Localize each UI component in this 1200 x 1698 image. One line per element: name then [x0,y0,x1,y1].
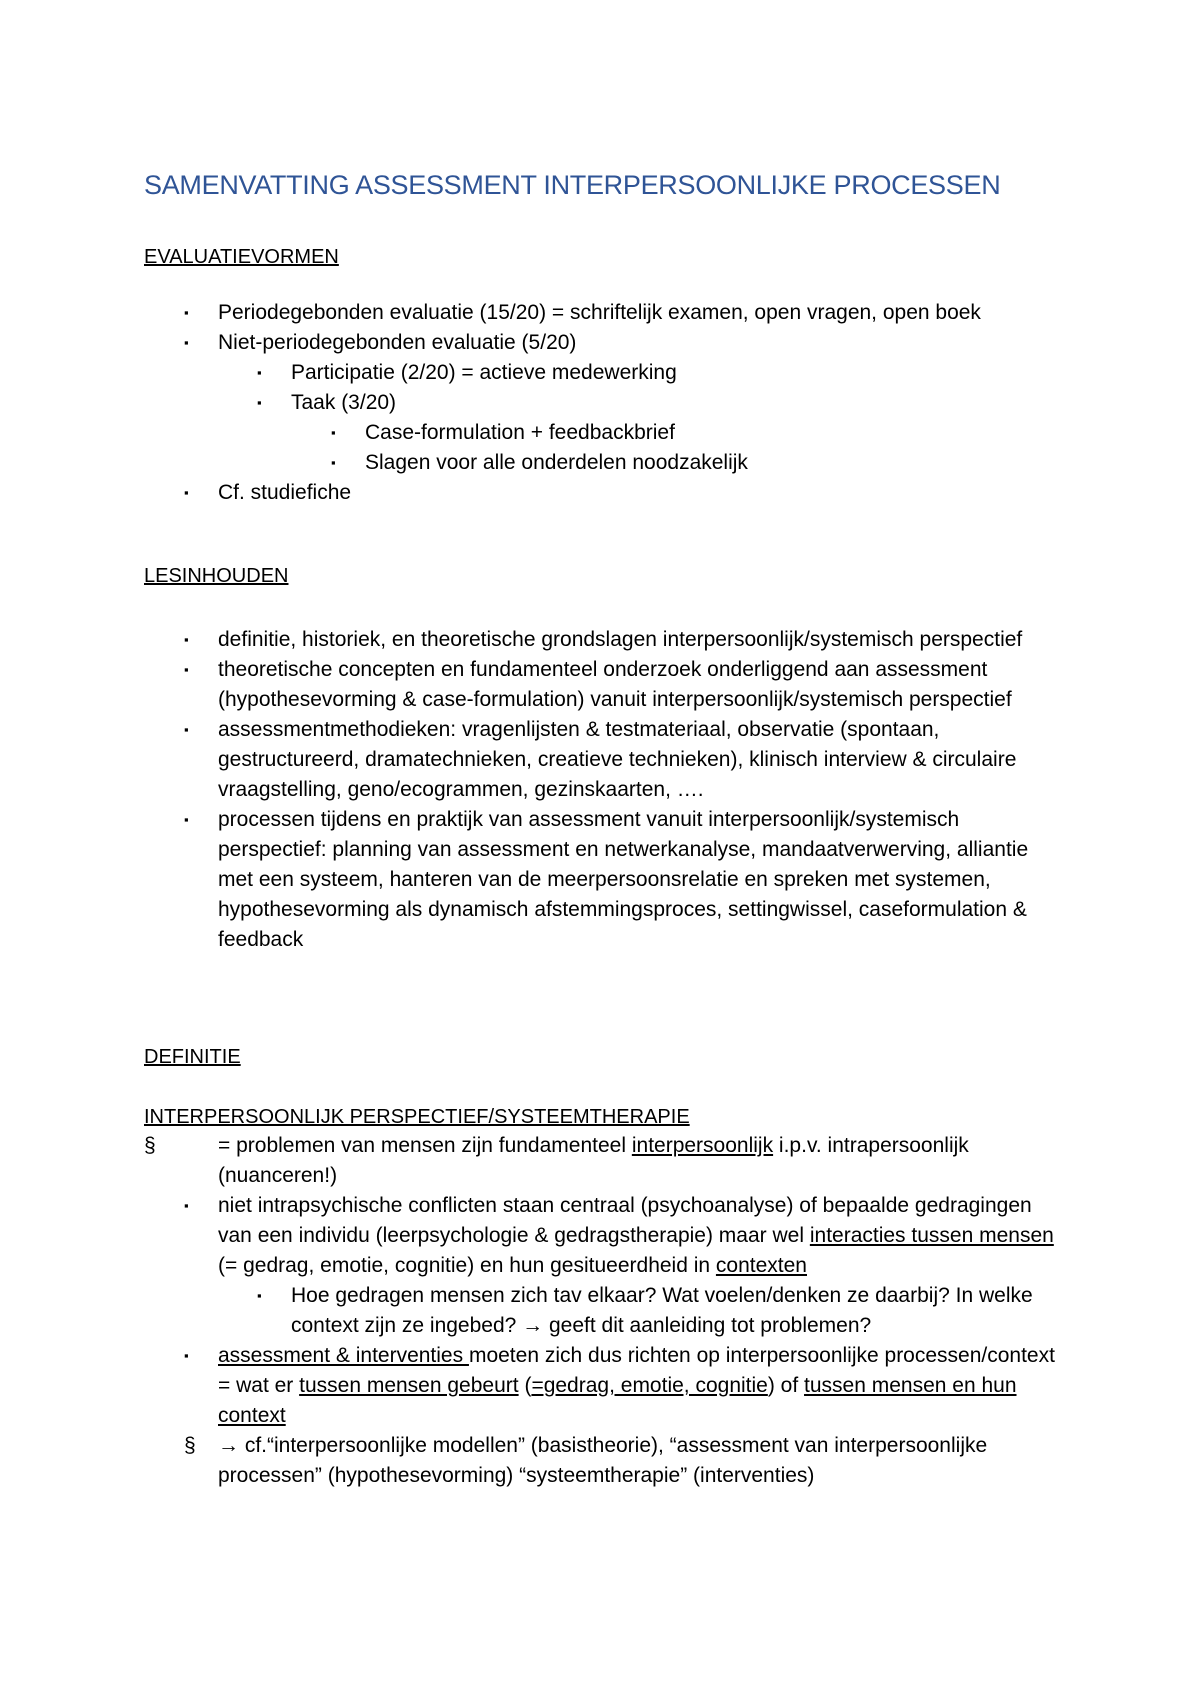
heading-evaluatievormen: EVALUATIEVORMEN [144,246,339,268]
evaluatie-list-block [144,298,1064,508]
heading-definitie: DEFINITIE [144,1046,241,1068]
list-item: ▪ definitie, historiek, en theoretische grondslagen interpersoonlijk/systemisch perspectief [144,625,1064,655]
definitie-list [144,1191,1064,1431]
lesinhouden-list [144,625,1064,955]
bullet-icon: ▪ [257,1288,262,1303]
section-icon: § [184,1434,196,1457]
list-item: ▪ Slagen voor alle onderdelen noodzakelijk [144,448,1064,478]
list-item: ▪ Niet-periodegebonden evaluatie (5/20) [144,328,1064,358]
list-item: ▪ niet intrapsychische conflicten staan centraal (psychoanalyse) of bepaalde gedragingen van een individu (leerpsychologie & gedragstherapie) maar wel interacties tussen mensen (= gedrag, emotie, cognitie) en hun gesitueerdheid in contexten [144,1191,1064,1281]
bullet-icon: ▪ [257,365,262,380]
bullet-icon: ▪ [257,395,262,410]
list-item: ▪ Periodegebonden evaluatie (15/20) = schriftelijk examen, open vragen, open boek [144,298,1064,328]
section-icon: § [144,1134,156,1157]
heading-lesinhouden: LESINHOUDEN [144,565,289,587]
list-item: ▪ assessmentmethodieken: vragenlijsten & testmateriaal, observatie (spontaan, gestructureerd, dramatechnieken, creatieve technieken), klinisch interview & circulaire vraagstelling, geno/ecogrammen, gezinskaarten, …. [144,715,1064,805]
evaluatie-list [144,298,1064,508]
bullet-icon: ▪ [331,425,336,440]
bullet-icon: ▪ [184,1348,189,1363]
list-item: ▪ Cf. studiefiche [144,478,1064,508]
definitie-block [144,1131,1064,1491]
definitie-note: § → cf.“interpersoonlijke modellen” (basistheorie), “assessment van interpersoonlijke processen” (hypothesevorming) “systeemtherapie” (interventies) [144,1431,1064,1491]
bullet-icon: ▪ [184,335,189,350]
lesinhouden-list-block [144,625,1064,955]
list-item: ▪ processen tijdens en praktijk van assessment vanuit interpersoonlijk/systemisch perspectief: planning van assessment en netwerkanalyse, mandaatverwerving, alliantie met een systeem, hanteren van de meerpersoonsrelatie en spreken met systemen, hypothesevorming als dynamisch afstemmingsproces, settingwissel, caseformulation & feedback [144,805,1064,955]
bullet-icon: ▪ [331,455,336,470]
bullet-icon: ▪ [184,305,189,320]
list-item: ▪ Taak (3/20) [144,388,1064,418]
list-item: ▪ theoretische concepten en fundamenteel onderzoek onderliggend aan assessment (hypothesevorming & case-formulation) vanuit interpersoonlijk/systemisch perspectief [144,655,1064,715]
definitie-paragraph: § = problemen van mensen zijn fundamenteel interpersoonlijk i.p.v. intrapersoonlijk (nuanceren!) [144,1131,1064,1191]
bullet-icon: ▪ [184,722,189,737]
bullet-icon: ▪ [184,662,189,677]
bullet-icon: ▪ [184,1198,189,1213]
list-item: ▪ assessment & interventies moeten zich dus richten op interpersoonlijke processen/context = wat er tussen mensen gebeurt (=gedrag, emotie, cognitie) of tussen mensen en hun context [144,1341,1064,1431]
bullet-icon: ▪ [184,812,189,827]
page-title: SAMENVATTING ASSESSMENT INTERPERSOONLIJKE PROCESSEN [144,170,1001,200]
bullet-icon: ▪ [184,632,189,647]
bullet-icon: ▪ [184,485,189,500]
list-item: ▪ Participatie (2/20) = actieve medewerking [144,358,1064,388]
list-item: ▪ Case-formulation + feedbackbrief [144,418,1064,448]
heading-interpersoonlijk-perspectief: INTERPERSOONLIJK PERSPECTIEF/SYSTEEMTHERAPIE [144,1106,690,1128]
list-item: ▪ Hoe gedragen mensen zich tav elkaar? Wat voelen/denken ze daarbij? In welke context zijn ze ingebed? → geeft dit aanleiding tot problemen? [144,1281,1064,1341]
